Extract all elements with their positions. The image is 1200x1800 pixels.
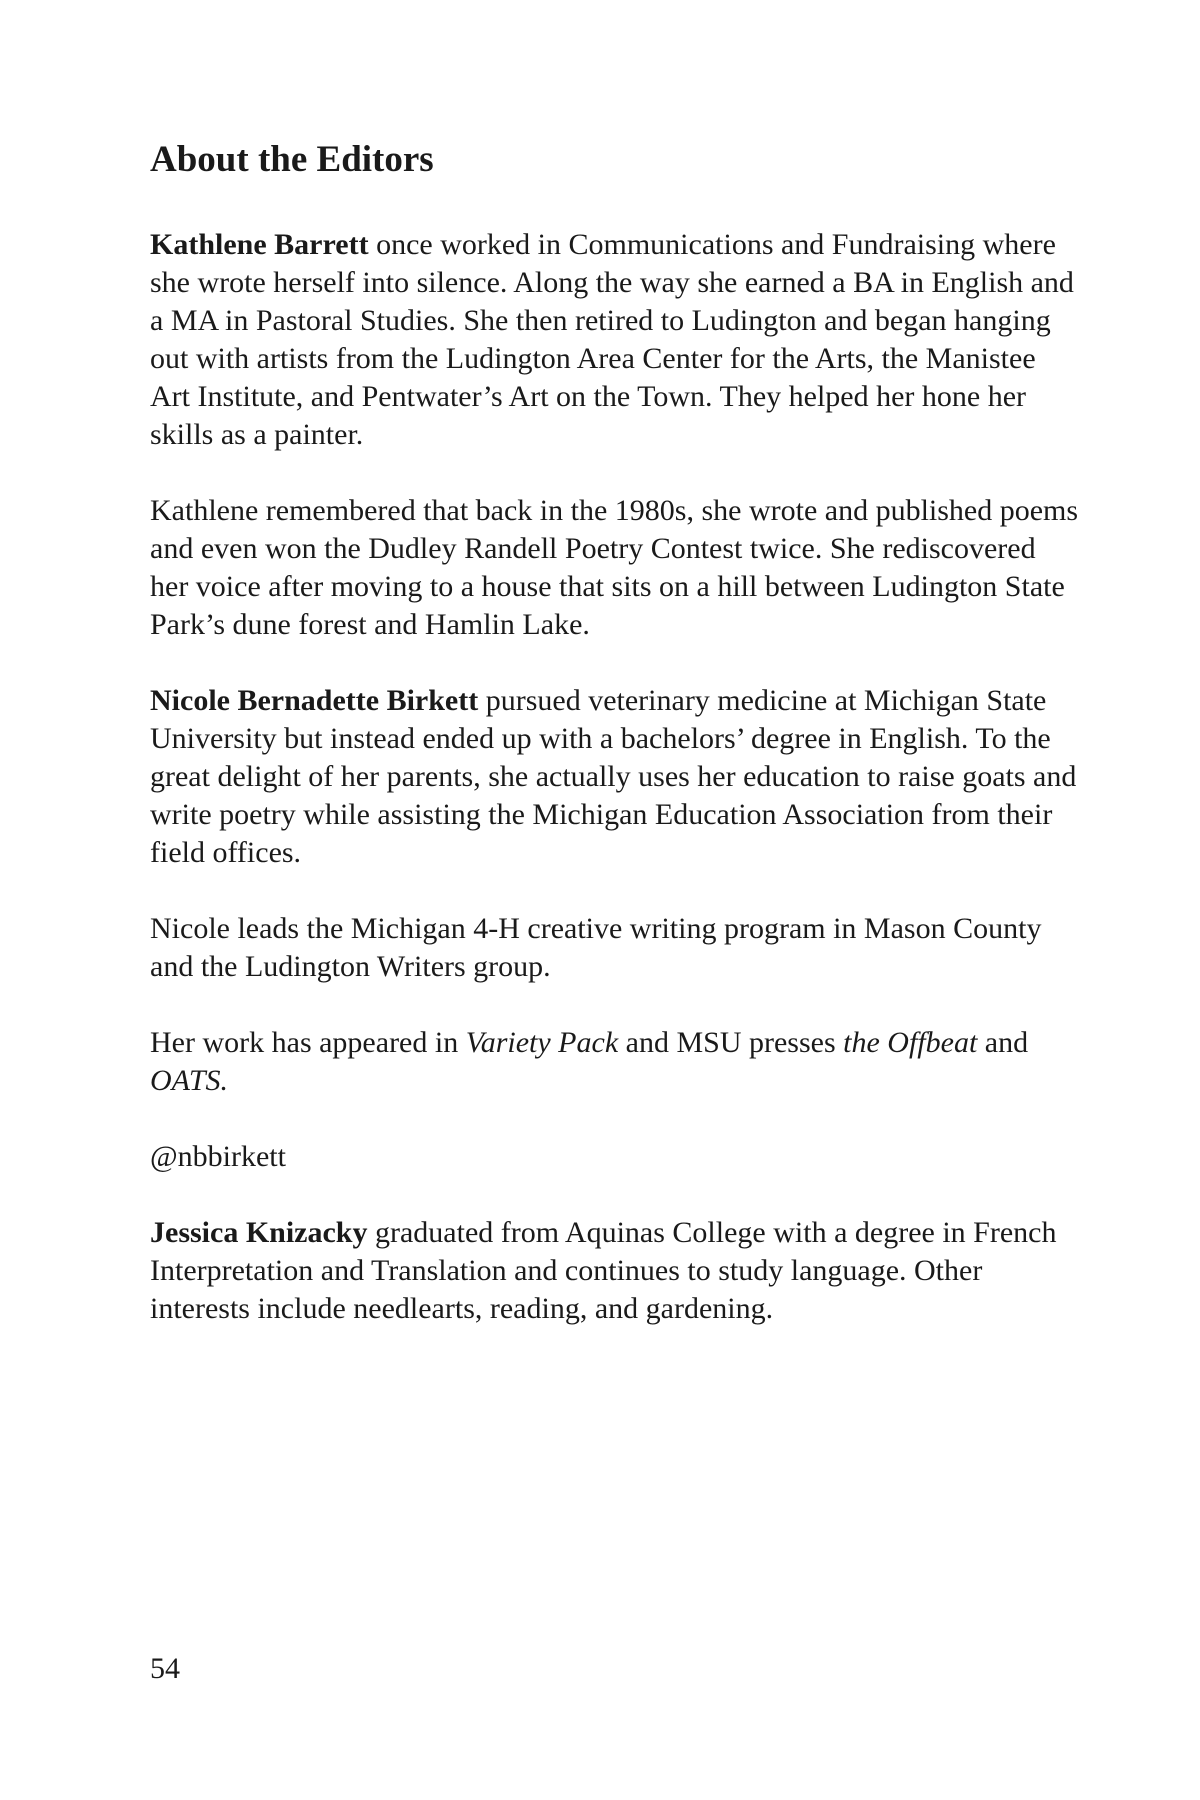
editor-name: Kathlene Barrett xyxy=(150,228,369,261)
bio-text: Kathlene remembered that back in the 1980s, she wrote and published poems and even won the Dudley Randell Poetry Contest twice. She rediscovered her voice after moving to a house that sits on a hill between Ludington State Park’s dune forest and Hamlin Lake. xyxy=(150,494,1079,641)
editors-bios xyxy=(150,226,1080,1366)
bio-text: Her work has appeared in xyxy=(150,1026,466,1059)
bio-nicole-publications xyxy=(150,1024,1080,1100)
social-handle: @nbbirkett xyxy=(150,1140,286,1173)
page-number: 54 xyxy=(150,1652,180,1685)
bio-nicole-birkett xyxy=(150,682,1080,872)
bio-text: once worked in Communications and Fundraising where she wrote herself into silence. Along the way she earned a BA in English and a MA in Pastoral Studies. She then retired to Ludington and began hanging out with artists from the Ludington Area Center for the Arts, the Manistee Art Institute, and Pentwater’s Art on the Town. They helped her hone her skills as a painter. xyxy=(150,228,1074,451)
bio-nicole-4h xyxy=(150,910,1080,986)
bio-text: graduated from Aquinas College with a degree in French Interpretation and Translation and continues to study language. Other interests include needlearts, reading, and gardening. xyxy=(150,1216,1057,1325)
publication-title: the Offbeat xyxy=(843,1026,978,1059)
bio-text: pursued veterinary medicine at Michigan State University but instead ended up with a bachelors’ degree in English. To the great delight of her parents, she actually uses her education to raise goats and write poetry while assisting the Michigan Education Association from their field offices. xyxy=(150,684,1077,869)
bio-jessica-knizacky xyxy=(150,1214,1080,1328)
book-page xyxy=(150,0,1080,1800)
editor-name: Jessica Knizacky xyxy=(150,1216,368,1249)
page-heading: About the Editors xyxy=(150,139,434,180)
bio-kathlene-continued xyxy=(150,492,1080,644)
bio-nicole-handle xyxy=(150,1138,1080,1176)
editor-name: Nicole Bernadette Birkett xyxy=(150,684,479,717)
bio-text: and MSU presses xyxy=(618,1026,844,1059)
publication-title: OATS. xyxy=(150,1064,229,1097)
bio-text: and xyxy=(977,1026,1029,1059)
bio-text: Nicole leads the Michigan 4-H creative writing program in Mason County and the Ludington Writers group. xyxy=(150,912,1042,983)
bio-kathlene-barrett xyxy=(150,226,1080,454)
publication-title: Variety Pack xyxy=(465,1026,619,1059)
